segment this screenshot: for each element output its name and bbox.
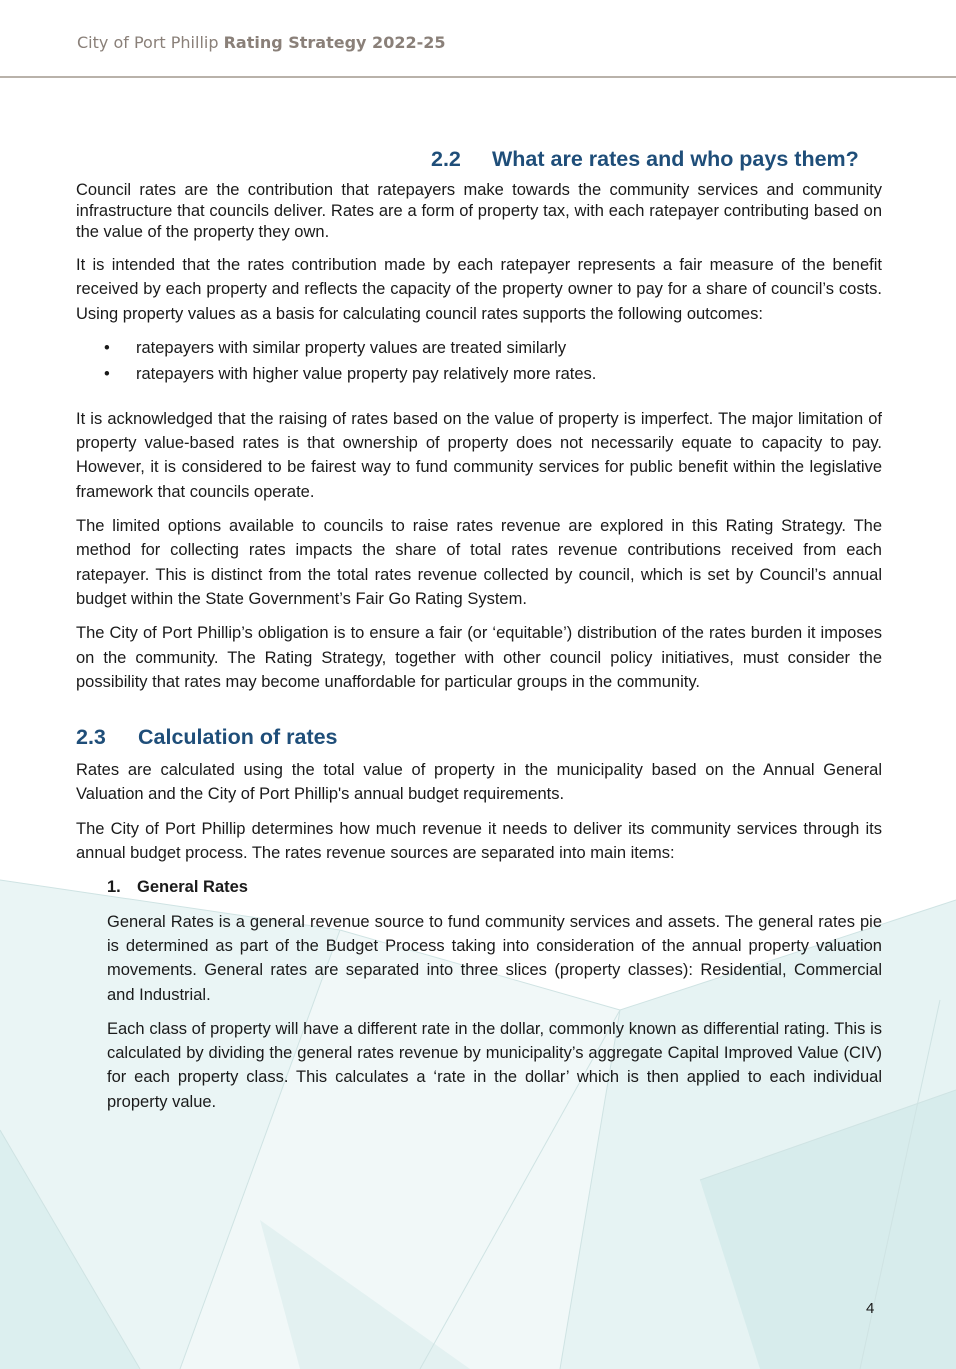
section-2-2-title: What are rates and who pays them?	[492, 147, 859, 171]
numbered-item-number: 1.	[107, 878, 121, 897]
section-2-3-heading	[76, 724, 882, 750]
list-item	[76, 336, 882, 361]
section-2-3-number: 2.3	[76, 725, 106, 750]
page-number: 4	[866, 1300, 875, 1317]
section-2-2-heading	[431, 146, 882, 172]
section-2-2-number: 2.2	[431, 147, 461, 171]
header-prefix: City of Port Phillip	[77, 33, 219, 52]
section-2-3-title: Calculation of rates	[138, 725, 338, 750]
header-title	[77, 33, 446, 52]
numbered-item-general-rates	[107, 875, 882, 1114]
list-item	[76, 362, 882, 387]
paragraph: It is acknowledged that the raising of rates based on the value of property is imperfect. The major limitation of property value-based rates is that ownership of property does not necessarily equate to capacity to pay. However, it is considered to be fairest way to fund community services for public benefit within the legislative framework that councils operate.	[76, 409, 882, 501]
paragraph: The City of Port Phillip determines how much revenue it needs to deliver its community services through its annual budget process. The rates revenue sources are separated into main items:	[76, 819, 882, 863]
paragraph: Each class of property will have a different rate in the dollar, commonly known as differential rating. This is calculated by dividing the general rates revenue by municipality’s aggregate Capital Improved Value (CIV) for each property class. This calculates a ‘rate in the dollar’ which is then applied to each individual property value.	[107, 1019, 882, 1111]
bullet-icon: •	[104, 364, 110, 383]
paragraph: Council rates are the contribution that ratepayers make towards the community services and community infrastructure that councils deliver. Rates are a form of property tax, with each ratepayer contributing based on the value of the property they own.	[76, 181, 882, 241]
paragraph: It is intended that the rates contribution made by each ratepayer represents a fair measure of the benefit received by each property and reflects the capacity of the property owner to pay for a share of council’s costs. Using property values as a basis for calculating council rates supports the following outcomes:	[76, 256, 882, 323]
page-content	[76, 146, 882, 1124]
paragraph: The City of Port Phillip’s obligation is to ensure a fair (or ‘equitable’) distribution of the rates burden it imposes on the community. The Rating Strategy, together with other council policy initiatives, must consider the possibility that rates may become unaffordable for particular groups in the community.	[76, 624, 882, 691]
bullet-list	[76, 336, 882, 387]
numbered-item-heading	[107, 875, 882, 899]
page-header	[0, 0, 956, 78]
paragraph: The limited options available to councils to raise rates revenue are explored in this Rating Strategy. The method for collecting rates impacts the share of total rates revenue contributions received from each ratepayer. This is distinct from the total rates revenue collected by council, which is set by Council’s annual budget within the State Government’s Fair Go Rating System.	[76, 517, 882, 608]
bullet-icon: •	[104, 338, 110, 357]
list-item-text: ratepayers with higher value property pay relatively more rates.	[136, 364, 597, 383]
list-item-text: ratepayers with similar property values are treated similarly	[136, 338, 567, 357]
paragraph: Rates are calculated using the total value of property in the municipality based on the Annual General Valuation and the City of Port Phillip's annual budget requirements.	[76, 761, 882, 804]
header-document-title: Rating Strategy 2022-25	[223, 33, 446, 52]
paragraph: General Rates is a general revenue source to fund community services and assets. The general rates pie is determined as part of the Budget Process taking into consideration of the annual property valuation movements. General rates are separated into three slices (property classes): Residential, Commercial and Industrial.	[107, 912, 882, 1004]
numbered-item-title: General Rates	[137, 878, 248, 897]
